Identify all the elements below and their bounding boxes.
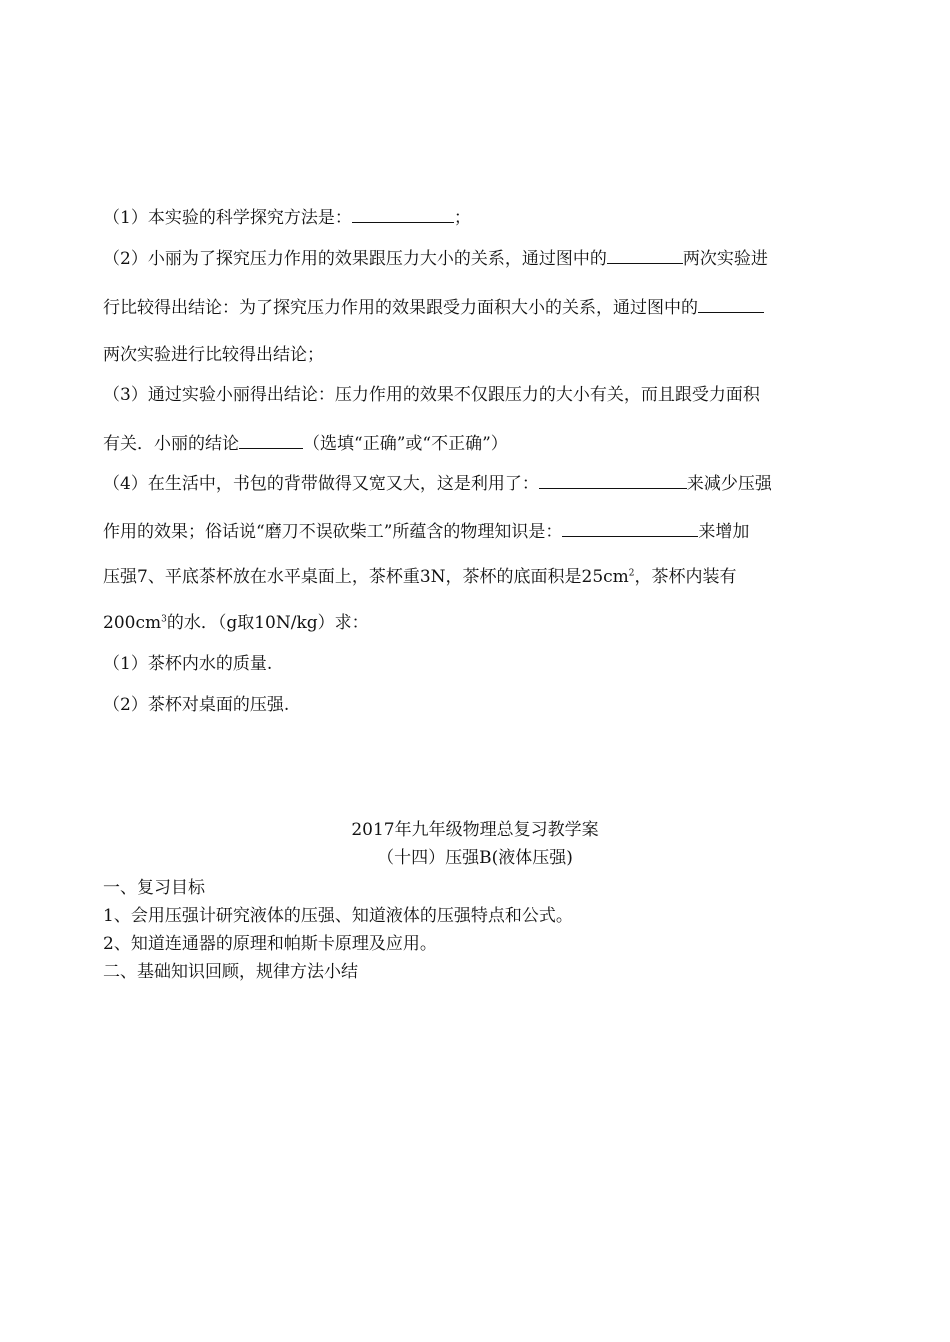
question-4-text: （4）在生活中，书包的背带做得又宽又大，这是利用了： <box>103 474 539 494</box>
section-title: 2017年九年级物理总复习教学案 <box>351 820 599 840</box>
heading-review-goals: 一、复习目标 <box>103 878 205 898</box>
question-7-part-2 <box>103 693 843 717</box>
question-7-line-1 <box>103 565 843 589</box>
question-4-line-2 <box>103 519 843 544</box>
answer-blank <box>539 471 687 489</box>
question-7-part-2-text: （2）茶杯对桌面的压强. <box>103 695 290 715</box>
question-3-suffix: （选填“正确”或“不正确”） <box>303 434 508 454</box>
answer-blank <box>562 519 698 537</box>
section-subtitle: （十四）压强B(液体压强) <box>377 848 573 868</box>
question-7-part-1-text: （1）茶杯内水的质量. <box>103 654 273 674</box>
question-1-suffix: ； <box>453 208 471 228</box>
goal-item-1: 1、会用压强计研究液体的压强、知道液体的压强特点和公式。 <box>103 906 573 926</box>
question-7-text: 压强7、平底茶杯放在水平桌面上，茶杯重3N，茶杯的底面积是25cm <box>103 567 629 587</box>
question-7-text-2: 200cm <box>103 613 162 633</box>
question-1-line <box>103 205 843 230</box>
answer-blank <box>698 295 764 313</box>
question-4-suffix: 来减少压强 <box>686 474 772 494</box>
answer-blank <box>239 431 303 449</box>
superscript: 3 <box>161 614 167 625</box>
question-2-line-3 <box>103 343 843 367</box>
goal-item-2: 2、知道连通器的原理和帕斯卡原理及应用。 <box>103 934 437 954</box>
question-2-line-1 <box>103 246 843 271</box>
answer-blank <box>352 205 454 223</box>
question-2-line-2 <box>103 295 843 320</box>
question-2-text-2: 行比较得出结论：为了探究压力作用的效果跟受力面积大小的关系，通过图中的 <box>103 298 698 318</box>
question-7-part-1 <box>103 652 843 676</box>
question-4-suffix-2: 来增加 <box>698 522 750 542</box>
question-3-line-2 <box>103 431 843 456</box>
question-2-suffix: 两次实验进 <box>682 249 768 269</box>
question-1-text: （1）本实验的科学探究方法是： <box>103 208 352 228</box>
question-7-suffix-2: 的水．（g取10N/kg）求： <box>166 613 369 633</box>
question-3-text-2: 有关．小丽的结论 <box>103 434 239 454</box>
question-2-text-3: 两次实验进行比较得出结论； <box>103 345 324 365</box>
question-7-line-2 <box>103 611 843 635</box>
question-3-text: （3）通过实验小丽得出结论：压力作用的效果不仅跟压力的大小有关，而且跟受力面积 <box>103 385 760 405</box>
question-4-text-2: 作用的效果；俗话说“磨刀不误砍柴工”所蕴含的物理知识是： <box>103 522 563 542</box>
question-7-suffix: ，茶杯内装有 <box>634 567 737 587</box>
question-2-text: （2）小丽为了探究压力作用的效果跟压力大小的关系，通过图中的 <box>103 249 607 269</box>
answer-blank <box>607 246 683 264</box>
question-4-line-1 <box>103 471 843 496</box>
superscript: 2 <box>628 568 635 579</box>
question-3-line-1 <box>103 383 843 407</box>
heading-knowledge-review: 二、基础知识回顾，规律方法小结 <box>103 962 358 982</box>
